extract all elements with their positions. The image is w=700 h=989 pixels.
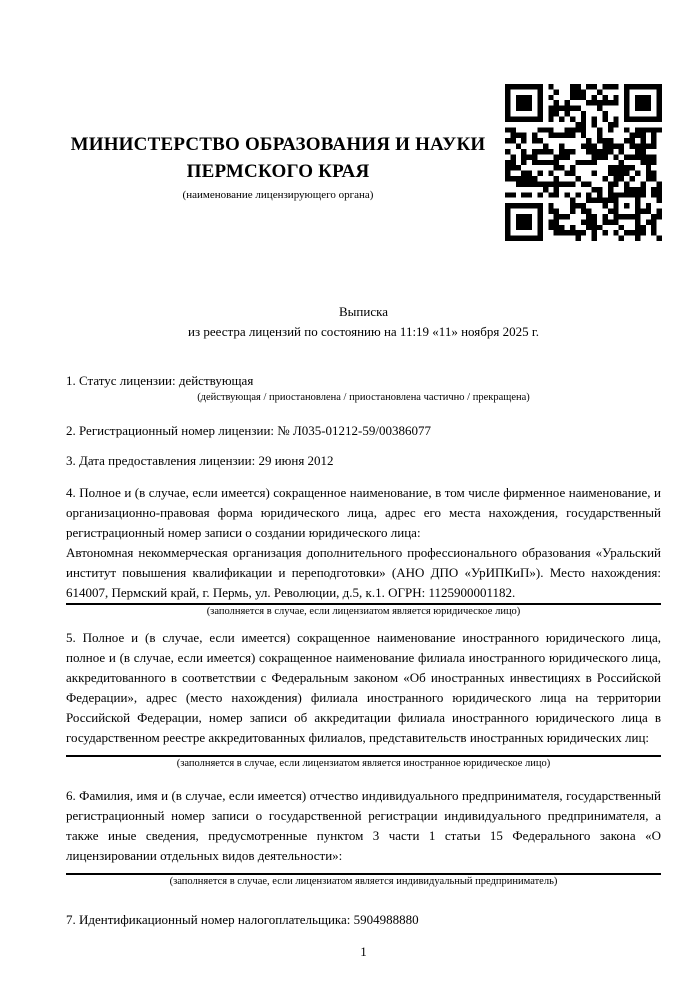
item-4-caption: (заполняется в случае, если лицензиатом является юридическое лицо)	[206, 606, 521, 617]
qr-code-icon	[505, 84, 662, 241]
item-1-caption: (действующая / приостановлена / приостановлена частично / прекращена)	[197, 392, 530, 403]
document-title-line2: из реестра лицензий по состоянию на 11:19 «11» ноября 2025 г.	[188, 324, 539, 339]
document-title-line1: Выписка	[339, 304, 388, 319]
item-1-license-status: 1. Статус лицензии: действующая	[66, 373, 254, 388]
item-5-caption: (заполняется в случае, если лицензиатом является иностранное юридическое лицо)	[176, 758, 551, 769]
page-number: 1	[360, 944, 367, 959]
document-body	[66, 302, 661, 962]
document-title	[66, 302, 661, 342]
item-6-blank-field	[66, 866, 661, 873]
item-4-legal-entity-label: 4. Полное и (в случае, если имеется) сокращенное наименование, в том числе фирменное наименование, и организационно-правовая форма юридического лица, адрес его места нахождения, государственный регистрационный номер записи о создании юридического лица:	[66, 485, 661, 540]
item-5-blank-field	[66, 748, 661, 755]
item-2-registration-number: 2. Регистрационный номер лицензии: № Л035-01212-59/00386077	[66, 423, 432, 438]
item-6-entrepreneur-label: 6. Фамилия, имя и (в случае, если имеется) отчество индивидуального предпринимателя, государственный регистрационный номер записи о государственной регистрации индивидуального предпринимателя, а также иные сведения, предусмотренные пунктом 3 части 1 статьи 15 Федерального закона «О лицензировании отдельных видов деятельности»:	[66, 788, 661, 863]
item-3-license-date: 3. Дата предоставления лицензии: 29 июня 2012	[66, 453, 334, 468]
ministry-name-line2: ПЕРМСКОГО КРАЯ	[186, 161, 370, 182]
item-4-legal-entity-value: Автономная некоммерческая организация дополнительного профессионального образования «Уральский институт повышения квалификации и переподготовки» (АНО ДПО «УрИПКиП»). Место нахождения: 614007, Пермский край, г. Пермь, ул. Революции, д.5, к.1. ОГРН: 1125900001182.	[66, 545, 661, 600]
ministry-name-line1: МИНИСТЕРСТВО ОБРАЗОВАНИЯ И НАУКИ	[70, 134, 486, 155]
item-5-foreign-entity-label: 5. Полное и (в случае, если имеется) сокращенное наименование иностранного юридического лица, полное и (в случае, если имеется) сокращенное наименование филиала иностранного юридического лица, аккредитованного в соответствии с Федеральным законом «Об иностранных инвестициях в Российской Федерации», адрес (место нахождения) филиала иностранного юридического лица на территории Российской Федерации, номер записи об аккредитации филиала иностранного юридического лица в государственном реестре аккредитованных филиалов, представительств иностранных юридических лиц:	[66, 630, 661, 745]
item-6-caption: (заполняется в случае, если лицензиатом является индивидуальный предприниматель)	[169, 876, 558, 887]
ministry-caption: (наименование лицензирующего органа)	[182, 189, 374, 201]
licensing-authority-header	[66, 131, 490, 202]
item-7-taxpayer-number: 7. Идентификационный номер налогоплательщика: 5904988880	[66, 912, 419, 927]
